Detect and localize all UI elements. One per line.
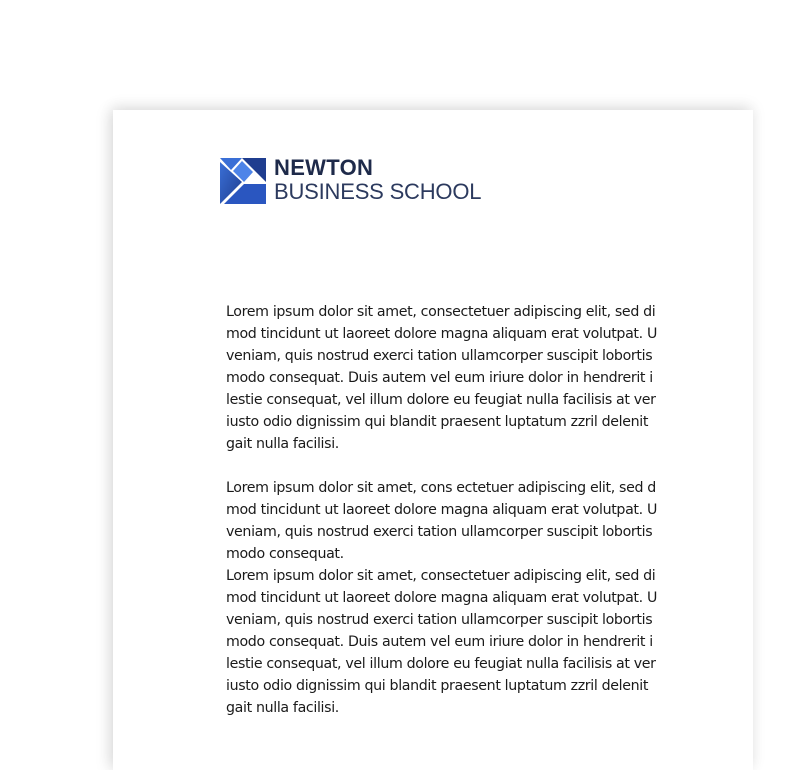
school-logo [220, 156, 540, 204]
text-line: iusto odio dignissim qui blandit praesent luptatum zzril delenit [226, 678, 649, 694]
text-line: modo consequat. Duis autem vel eum iriure dolor in hendrerit i [226, 370, 653, 386]
text-line: mod tincidunt ut laoreet dolore magna aliquam erat volutpat. U [226, 590, 657, 606]
text-line: veniam, quis nostrud exerci tation ullamcorper suscipit lobortis [226, 348, 653, 364]
text-line: modo consequat. Duis autem vel eum iriure dolor in hendrerit i [226, 634, 653, 650]
text-line: gait nulla facilisi. [226, 700, 339, 716]
logo-title: NEWTON [274, 155, 374, 180]
logo-mark-icon [220, 158, 266, 204]
text-line: gait nulla facilisi. [226, 436, 339, 452]
text-line: veniam, quis nostrud exerci tation ullamcorper suscipit lobortis [226, 612, 653, 628]
paragraph-spacer [226, 455, 786, 477]
logo-subtitle: BUSINESS SCHOOL [274, 179, 482, 204]
letterhead-page [113, 110, 753, 770]
paragraph [226, 301, 786, 455]
text-line: Lorem ipsum dolor sit amet, cons ectetuer adipiscing elit, sed d [226, 480, 656, 496]
paragraph [226, 565, 786, 719]
paragraph [226, 477, 786, 565]
letter-body [226, 301, 786, 719]
text-line: Lorem ipsum dolor sit amet, consectetuer adipiscing elit, sed di [226, 304, 656, 320]
text-line: modo consequat. [226, 546, 344, 562]
text-line: lestie consequat, vel illum dolore eu feugiat nulla facilisis at ver [226, 656, 656, 672]
text-line: iusto odio dignissim qui blandit praesent luptatum zzril delenit [226, 414, 649, 430]
text-line: mod tincidunt ut laoreet dolore magna aliquam erat volutpat. U [226, 326, 657, 342]
text-line: Lorem ipsum dolor sit amet, consectetuer adipiscing elit, sed di [226, 568, 656, 584]
text-line: veniam, quis nostrud exerci tation ullamcorper suscipit lobortis [226, 524, 653, 540]
text-line: mod tincidunt ut laoreet dolore magna aliquam erat volutpat. U [226, 502, 657, 518]
text-line: lestie consequat, vel illum dolore eu feugiat nulla facilisis at ver [226, 392, 656, 408]
